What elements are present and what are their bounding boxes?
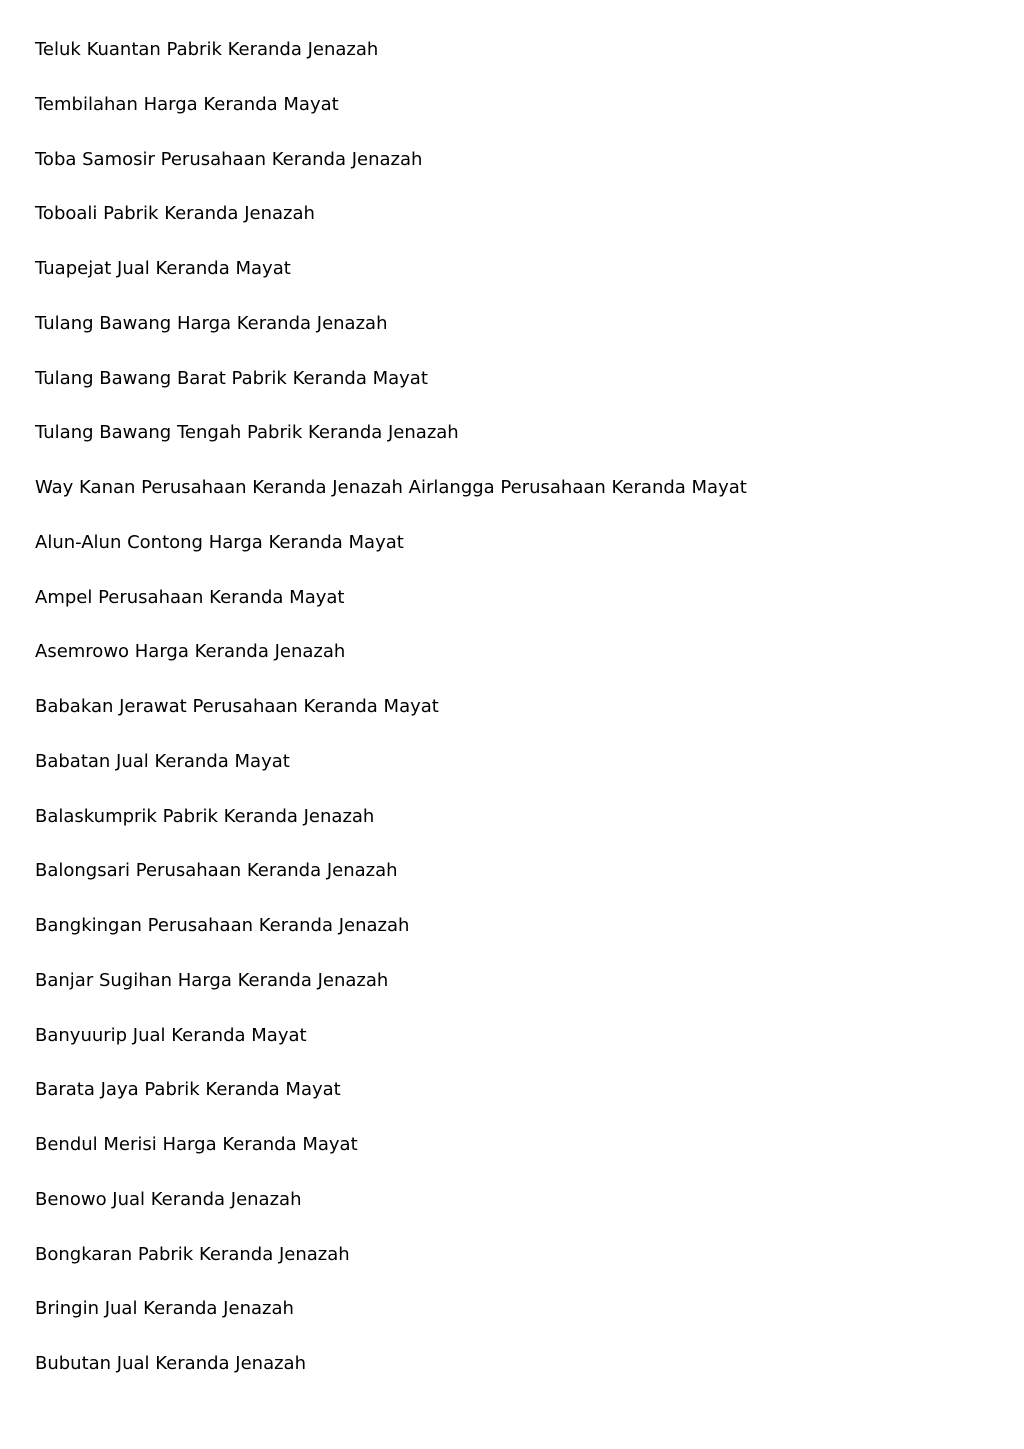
text-line: Toba Samosir Perusahaan Keranda Jenazah <box>35 148 423 170</box>
text-line: Bongkaran Pabrik Keranda Jenazah <box>35 1243 350 1265</box>
text-line: Balaskumprik Pabrik Keranda Jenazah <box>35 805 375 827</box>
text-line: Bendul Merisi Harga Keranda Mayat <box>35 1134 358 1155</box>
text-line: Asemrowo Harga Keranda Jenazah <box>35 641 346 663</box>
text-line: Tulang Bawang Harga Keranda Jenazah <box>35 312 388 334</box>
text-line: Teluk Kuantan Pabrik Keranda Jenazah <box>35 39 379 60</box>
text-line: Tulang Bawang Barat Pabrik Keranda Mayat <box>35 367 428 389</box>
text-line: Bringin Jual Keranda Jenazah <box>35 1298 294 1320</box>
text-line: Alun-Alun Contong Harga Keranda Mayat <box>35 531 404 553</box>
text-line: Banyuurip Jual Keranda Mayat <box>35 1024 307 1046</box>
text-line: Bangkingan Perusahaan Keranda Jenazah <box>35 915 410 936</box>
text-line: Barata Jaya Pabrik Keranda Mayat <box>35 1079 341 1101</box>
text-line: Bubutan Jual Keranda Jenazah <box>35 1353 306 1374</box>
text-line: Tembilahan Harga Keranda Mayat <box>35 93 339 115</box>
text-line-list <box>35 36 989 1405</box>
text-line: Way Kanan Perusahaan Keranda Jenazah Airlangga Perusahaan Keranda Mayat <box>35 477 747 498</box>
text-line: Balongsari Perusahaan Keranda Jenazah <box>35 860 398 882</box>
text-line: Toboali Pabrik Keranda Jenazah <box>35 203 315 225</box>
text-line: Babakan Jerawat Perusahaan Keranda Mayat <box>35 696 439 717</box>
text-line: Benowo Jual Keranda Jenazah <box>35 1188 302 1210</box>
text-line: Tulang Bawang Tengah Pabrik Keranda Jenazah <box>35 422 459 444</box>
text-line: Ampel Perusahaan Keranda Mayat <box>35 586 345 608</box>
text-line: Banjar Sugihan Harga Keranda Jenazah <box>35 969 389 991</box>
text-line: Tuapejat Jual Keranda Mayat <box>35 258 291 279</box>
text-line: Babatan Jual Keranda Mayat <box>35 750 290 772</box>
